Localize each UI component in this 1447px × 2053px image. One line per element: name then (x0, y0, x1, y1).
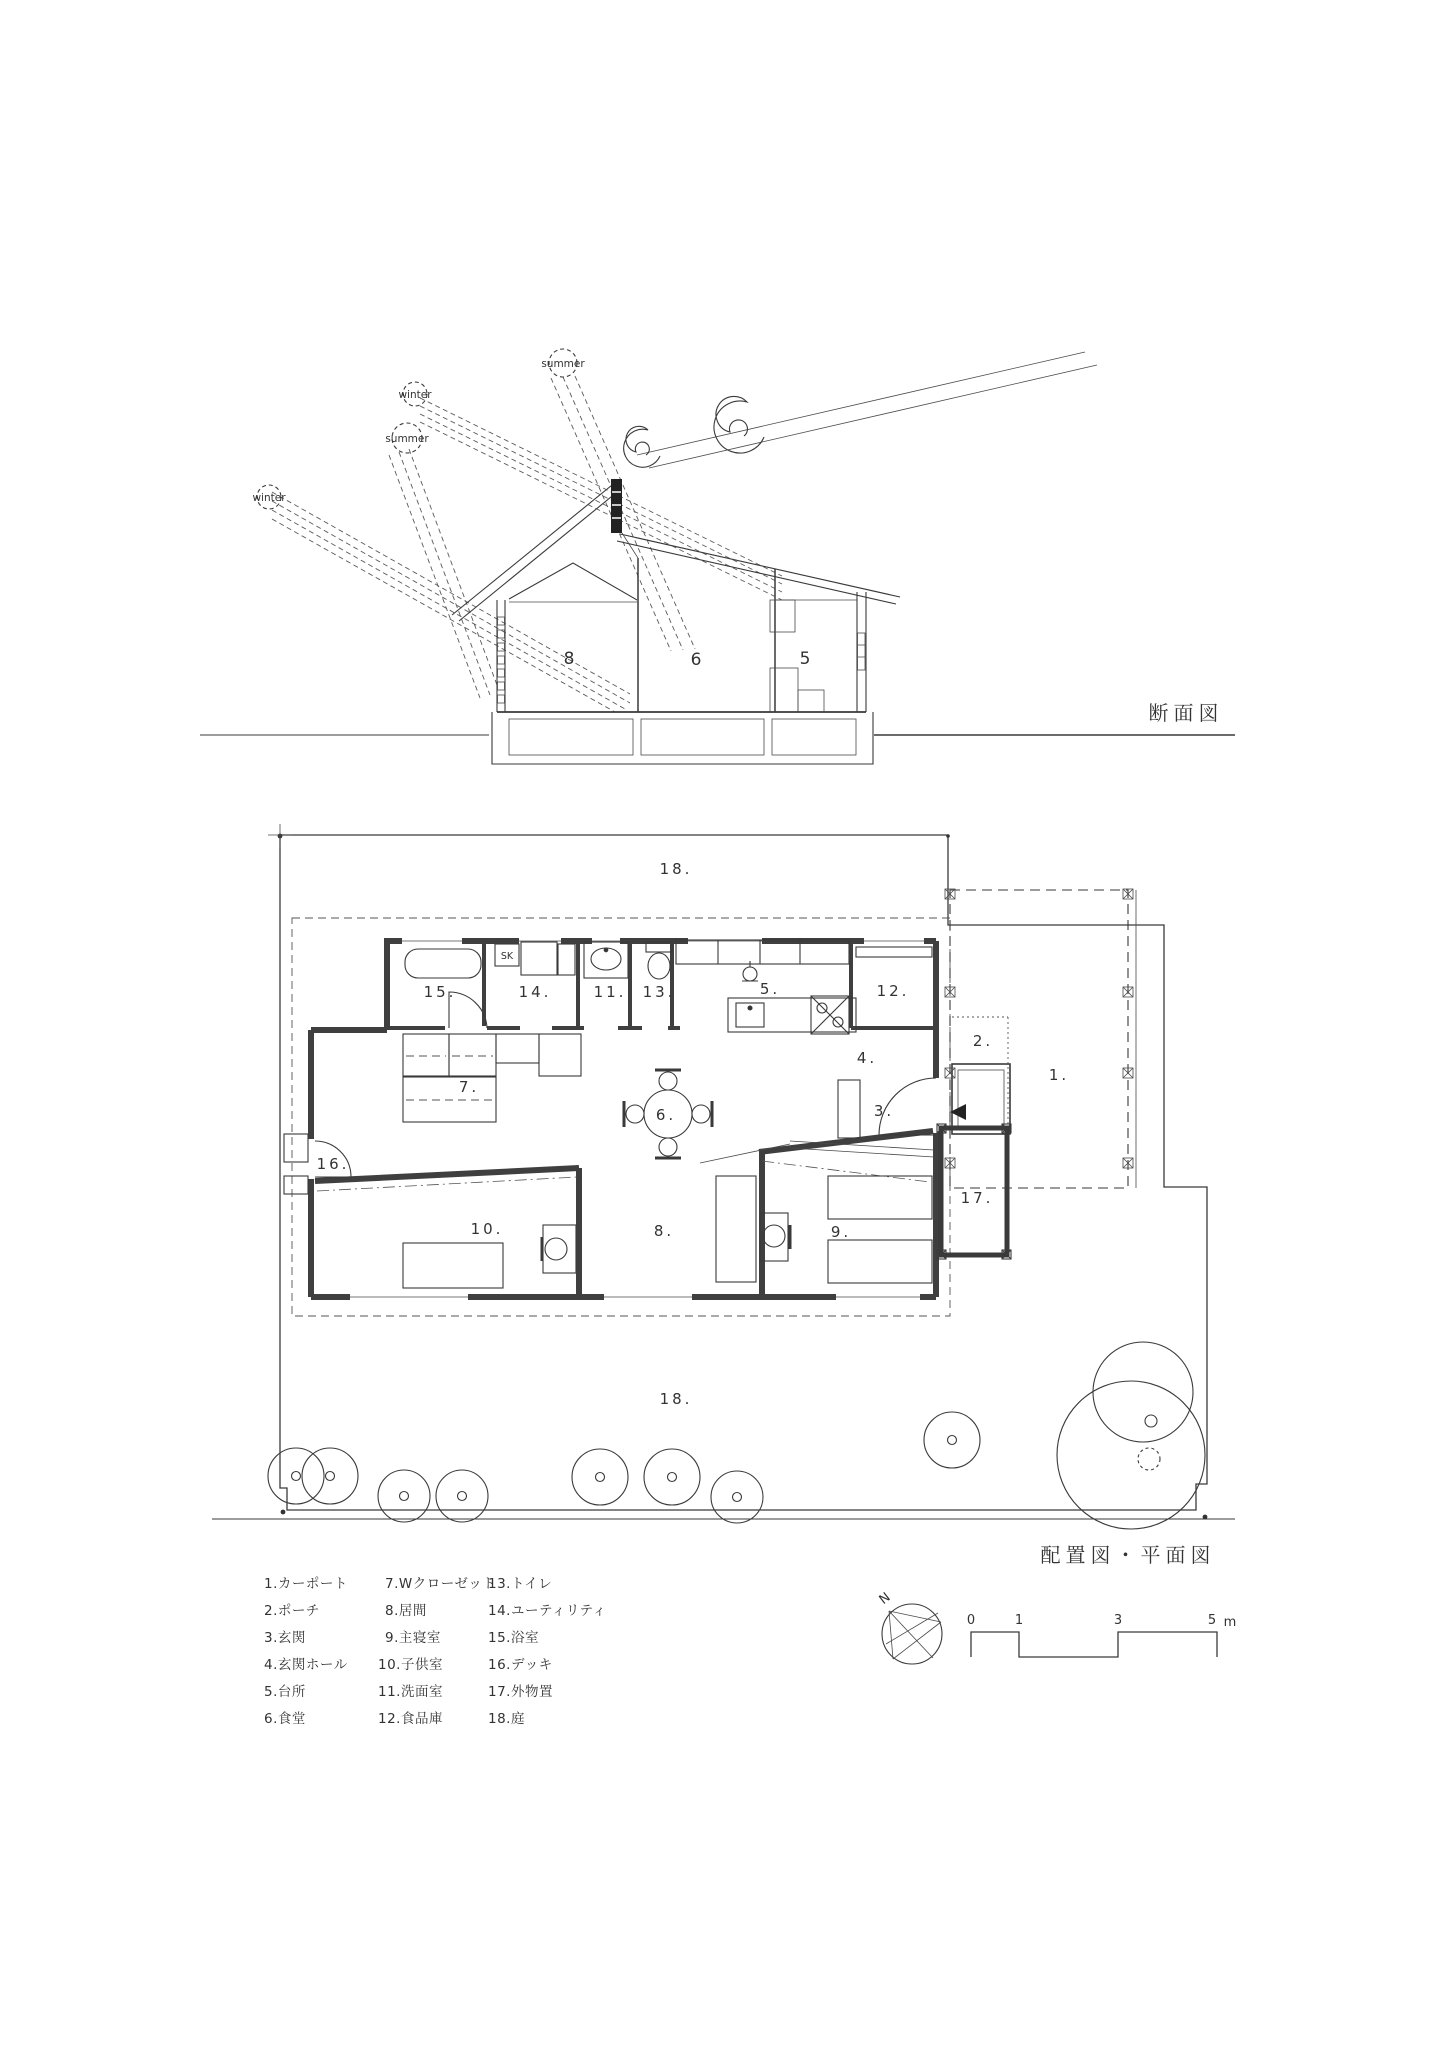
label-deck: 16. (316, 1155, 350, 1173)
wind-spiral-icon (624, 426, 660, 467)
bed (403, 1243, 503, 1288)
boundary-corner-marks (268, 824, 1207, 1519)
tree (268, 1448, 324, 1504)
label-living: 8. (653, 1222, 675, 1240)
tree (302, 1448, 358, 1504)
label-master: 9. (830, 1223, 852, 1241)
section-title: 断面図 (1148, 701, 1224, 725)
legend-item: 9.主寝室 (385, 1630, 441, 1646)
label-wic: 7. (458, 1078, 480, 1096)
label-kitchen: 5. (759, 980, 781, 998)
legend (264, 1576, 607, 1727)
legend-item: 18.庭 (488, 1711, 525, 1727)
label-carport: 1. (1048, 1066, 1070, 1084)
legend-item: 6.食堂 (264, 1711, 306, 1727)
label-sk: SK (500, 951, 514, 962)
scale-unit: m (1223, 1615, 1237, 1630)
chair (545, 1238, 567, 1260)
pantry-shelf (856, 947, 932, 957)
sun-label-summer-mid: summer (385, 433, 429, 445)
legend-item: 7.Wクローゼット (385, 1576, 497, 1592)
label-entrance: 3. (873, 1102, 895, 1120)
winter-high-rays (420, 398, 782, 600)
plan-title: 配置図・平面図 (1040, 1543, 1216, 1567)
large-tree (1057, 1381, 1205, 1529)
label-storage: 17. (960, 1189, 994, 1207)
scale-tick: 3 (1113, 1613, 1123, 1628)
tree (711, 1471, 763, 1523)
scale-bar (967, 1613, 1236, 1657)
legend-item: 4.玄関ホール (264, 1657, 348, 1673)
legend-item: 8.居間 (385, 1603, 427, 1619)
cabinet (716, 1176, 756, 1282)
legend-item: 16.デッキ (488, 1657, 553, 1673)
tree (572, 1449, 628, 1505)
sun-label-winter-low: winter (252, 492, 286, 504)
section-room-dining: 6 (690, 650, 704, 670)
tree (436, 1470, 488, 1522)
label-wash: 11. (593, 983, 627, 1001)
sun-label-summer-high: summer (541, 358, 585, 370)
porch-slab (952, 1064, 1010, 1134)
sun-label-winter-high: winter (398, 389, 432, 401)
wind-spiral-icon (714, 396, 764, 453)
shoe-cabinet (838, 1080, 860, 1138)
summer-mid-rays (389, 449, 497, 698)
tree (644, 1449, 700, 1505)
tree (924, 1412, 980, 1468)
legend-item: 11.洗面室 (378, 1684, 443, 1700)
section-room-living: 8 (563, 649, 577, 669)
legend-item: 12.食品庫 (378, 1711, 443, 1727)
clerestory-window (611, 479, 622, 533)
sun-annotations (252, 349, 585, 509)
legend-item: 5.台所 (264, 1684, 306, 1700)
north-label: N (876, 1589, 894, 1608)
label-bath: 15. (423, 983, 457, 1001)
wind-flow-lines (624, 352, 1097, 468)
toilet-bowl (648, 953, 670, 979)
scale-tick: 1 (1014, 1613, 1024, 1628)
summer-high-rays (551, 376, 695, 651)
bed (828, 1176, 932, 1219)
section-drawing (200, 349, 1235, 764)
large-tree (1093, 1342, 1193, 1442)
legend-item: 14.ユーティリティ (488, 1603, 607, 1619)
label-child: 10. (470, 1220, 504, 1238)
scale-tick: 0 (966, 1613, 976, 1628)
label-garden-top: 18. (659, 860, 693, 878)
label-porch: 2. (972, 1032, 994, 1050)
label-garden-bottom: 18. (659, 1390, 693, 1408)
bathtub (405, 949, 481, 978)
site-plan (212, 824, 1235, 1567)
legend-item: 17.外物置 (488, 1684, 553, 1700)
desk (543, 1225, 576, 1273)
legend-item: 1.カーポート (264, 1576, 348, 1592)
deck-boards (284, 1134, 308, 1162)
north-compass (877, 1590, 942, 1664)
bed (828, 1240, 932, 1283)
label-toilet: 13. (642, 983, 676, 1001)
legend-item: 2.ポーチ (264, 1603, 320, 1619)
house-section (452, 479, 900, 764)
label-dining: 6. (655, 1106, 677, 1124)
label-pantry: 12. (876, 982, 910, 1000)
label-utility: 14. (518, 983, 552, 1001)
legend-item: 3.玄関 (264, 1630, 306, 1646)
kitchen-faucet-icon (743, 967, 757, 981)
section-room-kitchen: 5 (799, 649, 813, 669)
trees (268, 1342, 1205, 1529)
chair (763, 1225, 785, 1247)
south-window-ticks (498, 617, 505, 703)
legend-item: 13.トイレ (488, 1576, 553, 1592)
label-hall: 4. (856, 1049, 878, 1067)
site-boundary (280, 835, 1207, 1510)
legend-item: 10.子供室 (378, 1657, 443, 1673)
scale-tick: 5 (1207, 1613, 1217, 1628)
legend-item: 15.浴室 (488, 1630, 539, 1646)
tree (378, 1470, 430, 1522)
